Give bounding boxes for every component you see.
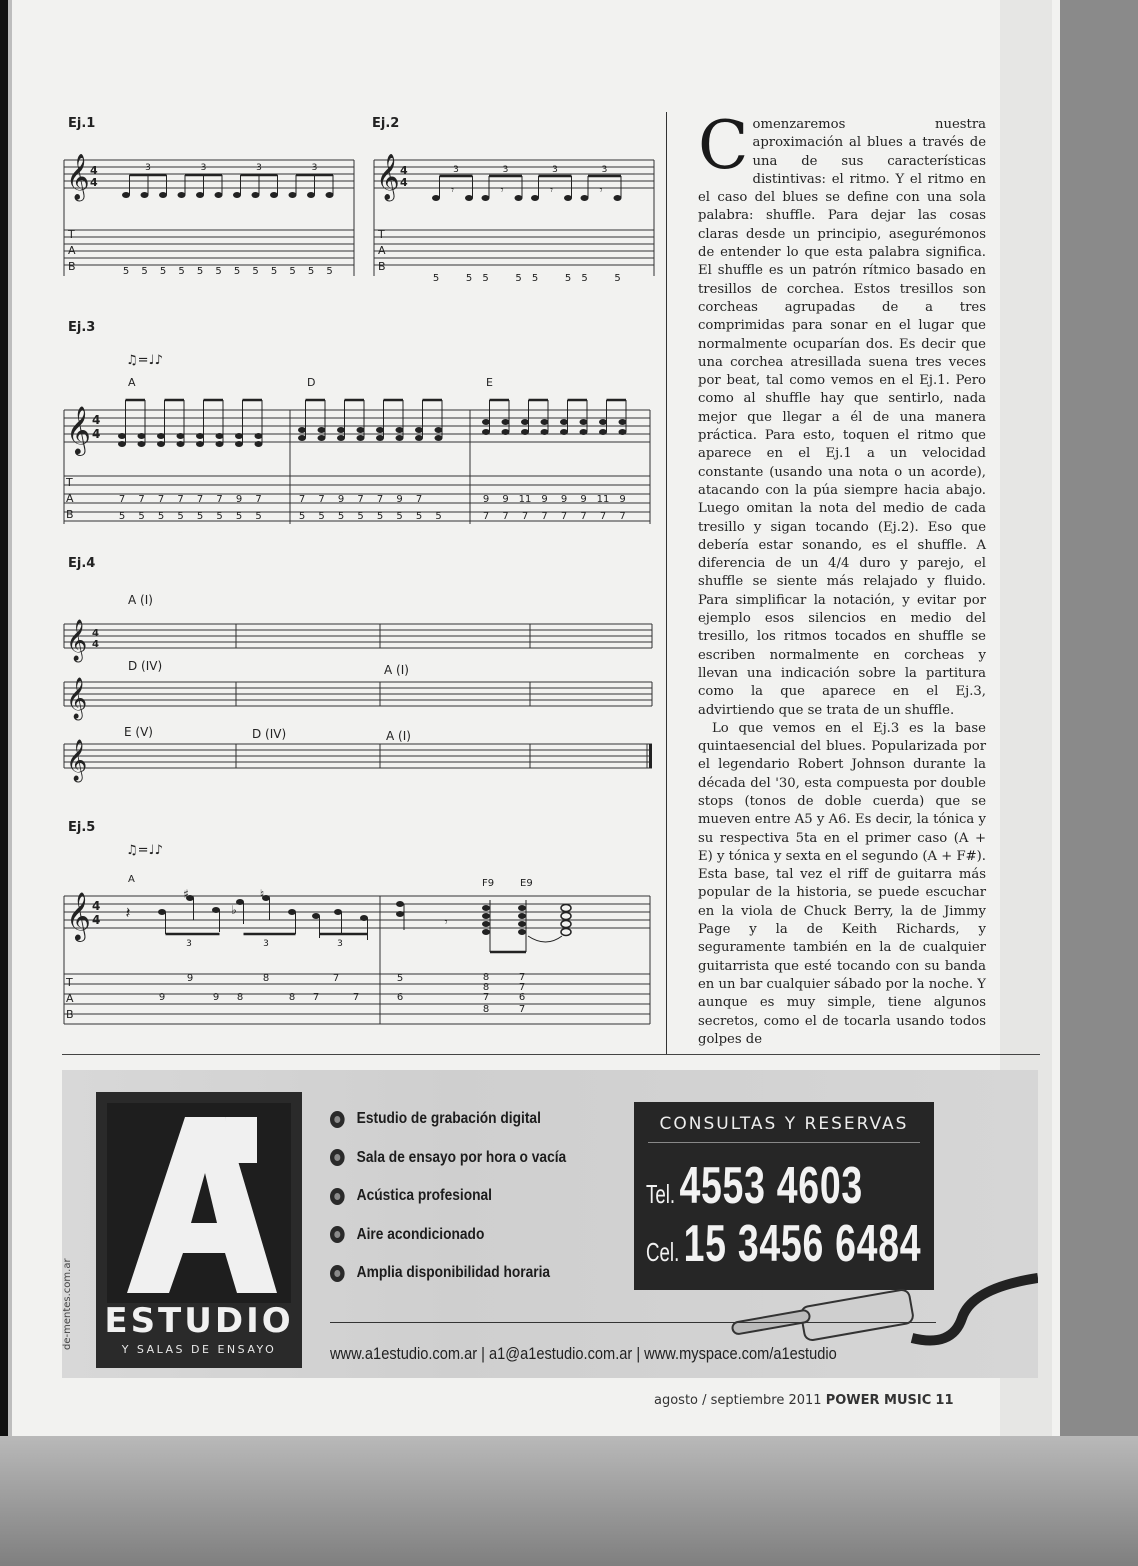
tab-letter: B xyxy=(68,260,76,273)
feature-item xyxy=(330,1254,566,1293)
ej1-notes xyxy=(122,163,334,277)
triplet-mark: 3 xyxy=(200,163,207,173)
triplet-mark: 3 xyxy=(256,163,262,173)
time-sig-bottom: 4 xyxy=(90,176,98,189)
note-head xyxy=(482,921,490,927)
note-head xyxy=(255,433,263,439)
tab-fret: 8 xyxy=(482,982,490,993)
tab-fret: 11 xyxy=(518,494,532,505)
note-head xyxy=(289,192,297,198)
feature-label: Amplia disponibilidad horaria xyxy=(356,1264,551,1282)
tab-fret: 8 xyxy=(482,1004,490,1015)
tel-number: 4553 4603 xyxy=(679,1157,863,1215)
tel-label: Tel. xyxy=(646,1179,676,1209)
ej5-chord-f9: F9 xyxy=(482,878,495,889)
tab-fret: 5 xyxy=(564,273,572,284)
note-head xyxy=(159,192,167,198)
time-sig-top: 4 xyxy=(92,628,99,639)
ej2-staff xyxy=(374,160,654,276)
time-sig-bottom: 4 xyxy=(400,176,408,189)
natural-icon: ♮ xyxy=(259,887,265,901)
note-head xyxy=(318,435,326,441)
tab-fret: 5 xyxy=(255,511,262,522)
tab-fret: 5 xyxy=(159,266,167,277)
treble-clef-icon: 𝄞 xyxy=(66,891,91,940)
studio-logo xyxy=(96,1092,302,1368)
note-head xyxy=(521,419,529,425)
note-head xyxy=(415,435,423,441)
note-head xyxy=(216,433,224,439)
paragraph-2: Lo que vemos en el Ej.3 es la base quintaesencial del blues. Popularizada por el legendario Robert Johnson durante la década del '30, esta compuesta por double stops (tonos de doble cuerda) que se mueven entre A5 y A6. Es decir, la tónica y su respectiva 5ta en el primer caso (A + E) y tónica y sexta en el segundo (A + F#). Esta base, tal vez el riff de guitarra más popular de la historia, se puede escuchar en la viola de Chuck Berry, la de Jimmy Page y la de Keith Richards, y seguramente también en la de cualquier guitarrista que esté tocando con su banda en un bar cualquier sábado por la noche. Y aunque es muy simple, tiene algunos secretos, como el de tocarla usando todos golpes de xyxy=(698,720,986,1047)
tab-fret: 7 xyxy=(255,494,262,505)
drop-cap: C xyxy=(698,107,749,184)
ej4-staff-3 xyxy=(64,744,652,768)
triplet-mark: 3 xyxy=(263,939,269,949)
tab-fret: 7 xyxy=(518,982,526,993)
triplet-mark: 3 xyxy=(601,165,608,175)
tab-fret: 5 xyxy=(138,511,145,522)
tab-fret: 8 xyxy=(288,992,296,1003)
feature-item xyxy=(330,1177,566,1216)
triplet-mark: 3 xyxy=(453,165,459,175)
tab-fret: 7 xyxy=(619,511,626,522)
note-head xyxy=(357,435,365,441)
tab-fret: 5 xyxy=(307,266,315,277)
triplet-mark: 3 xyxy=(311,163,318,173)
ej3-chord-a: A xyxy=(128,376,136,389)
note-head xyxy=(560,419,568,425)
ad-credit-text: de-mentes.com.ar xyxy=(62,1258,73,1350)
bullet-icon xyxy=(330,1265,345,1282)
tab-letter: T xyxy=(68,228,75,241)
time-sig-top: 4 xyxy=(92,899,101,913)
ej5-chord-a: A xyxy=(128,874,135,885)
note-head xyxy=(212,907,220,913)
note-head xyxy=(518,929,526,935)
flat-icon: ♭ xyxy=(231,903,237,917)
bullet-icon xyxy=(330,1188,345,1205)
tab-fret: 7 xyxy=(580,511,587,522)
ad-divider xyxy=(330,1322,936,1323)
note-head xyxy=(138,433,146,439)
tab-fret: 5 xyxy=(252,266,259,277)
advertisement xyxy=(62,1070,1038,1378)
note-head xyxy=(122,192,130,198)
tab-letter: T xyxy=(66,476,73,489)
note-head xyxy=(580,429,588,435)
contact-divider xyxy=(648,1142,920,1143)
triplet-mark: 3 xyxy=(502,165,509,175)
ej5-chord-e9: E9 xyxy=(520,878,533,889)
note-head xyxy=(518,913,526,919)
tab-fret: 5 xyxy=(337,511,345,522)
note-head xyxy=(357,427,365,433)
sharp-icon: ♯ xyxy=(183,887,189,901)
note-head xyxy=(435,435,443,441)
tab-fret: 5 xyxy=(376,511,384,522)
treble-clef-icon: 𝄞 xyxy=(66,620,88,661)
note-head xyxy=(255,441,263,447)
tab-fret: 5 xyxy=(614,273,621,284)
tab-fret: 7 xyxy=(482,511,490,522)
triplet-mark: 3 xyxy=(337,939,343,949)
note-head xyxy=(235,441,243,447)
note-head xyxy=(252,192,260,198)
tab-fret: 7 xyxy=(216,494,223,505)
note-head xyxy=(482,929,490,935)
feature-label: Estudio de grabación digital xyxy=(356,1110,541,1128)
tab-letter: T xyxy=(66,976,73,989)
triplet-mark: 3 xyxy=(186,939,192,949)
tab-fret: 11 xyxy=(596,494,610,505)
tab-fret: 7 xyxy=(118,494,126,505)
ej4-label: Ej.4 xyxy=(68,556,96,571)
note-head xyxy=(482,429,490,435)
note-head xyxy=(312,913,320,919)
tab-fret: 9 xyxy=(396,494,403,505)
tab-fret: 7 xyxy=(138,494,145,505)
ej3-staff xyxy=(64,410,650,524)
tab-fret: 7 xyxy=(157,494,165,505)
note-head xyxy=(318,427,326,433)
treble-clef-icon: 𝄞 xyxy=(66,678,88,719)
tab-fret: 5 xyxy=(270,266,278,277)
note-head xyxy=(396,901,404,907)
note-head xyxy=(138,441,146,447)
tab-fret: 5 xyxy=(196,511,204,522)
note-head xyxy=(196,192,204,198)
tab-fret: 5 xyxy=(122,266,130,277)
note-head xyxy=(334,909,342,915)
note-head xyxy=(396,435,404,441)
note-head xyxy=(518,905,526,911)
tab-fret: 5 xyxy=(118,511,126,522)
tel-line xyxy=(646,1156,863,1216)
ej3-chord-d: D xyxy=(307,376,316,389)
tab-fret: 5 xyxy=(318,511,325,522)
note-head xyxy=(502,419,510,425)
feature-label: Sala de ensayo por hora o vacía xyxy=(356,1148,567,1166)
tab-fret: 7 xyxy=(560,511,568,522)
tab-fret: 9 xyxy=(158,992,166,1003)
note-head xyxy=(158,909,166,915)
ej4-chord: A (I) xyxy=(128,593,153,607)
contact-title: CONSULTAS Y RESERVAS xyxy=(659,1114,909,1134)
tab-fret: 7 xyxy=(196,494,204,505)
bullet-icon xyxy=(330,1149,345,1166)
note-head xyxy=(157,441,165,447)
tab-fret: 5 xyxy=(216,511,223,522)
note-head xyxy=(215,192,223,198)
logo-name: ESTUDIO xyxy=(104,1301,294,1341)
tab-fret: 9 xyxy=(502,494,509,505)
ej5-staff xyxy=(64,896,650,1024)
note-head xyxy=(435,427,443,433)
note-head xyxy=(288,909,296,915)
note-head xyxy=(396,911,404,917)
tab-fret: 9 xyxy=(482,494,490,505)
feature-list xyxy=(330,1100,605,1293)
treble-clef-icon: 𝄞 xyxy=(66,740,88,781)
ej4-staff-2 xyxy=(64,682,652,706)
tab-fret: 5 xyxy=(196,266,204,277)
tab-fret: 5 xyxy=(432,273,440,284)
tab-fret: 5 xyxy=(141,266,148,277)
page-number: 11 xyxy=(935,1393,954,1408)
tab-fret: 7 xyxy=(541,511,548,522)
ej2-notes xyxy=(432,165,622,284)
triplet-mark: 3 xyxy=(145,163,151,173)
treble-clef-icon: 𝄞 xyxy=(66,154,90,200)
tab-fret: 5 xyxy=(177,511,184,522)
note-head xyxy=(560,429,568,435)
tab-letter: B xyxy=(66,1008,74,1021)
feature-item xyxy=(330,1100,566,1139)
feature-item xyxy=(330,1216,566,1255)
ej4-staff-1 xyxy=(64,624,652,648)
note-head xyxy=(376,435,384,441)
tab-fret: 8 xyxy=(236,992,244,1003)
note-head xyxy=(599,429,607,435)
note-head xyxy=(432,195,440,201)
tab-fret: 7 xyxy=(376,494,384,505)
note-head xyxy=(337,435,345,441)
tab-fret: 9 xyxy=(212,992,220,1003)
ej1-staff xyxy=(64,160,354,276)
time-sig-top: 4 xyxy=(90,164,98,177)
tab-letter: B xyxy=(66,508,74,521)
ad-web-line: www.a1estudio.com.ar | a1@a1estudio.com.ar | www.myspace.com/a1estudio xyxy=(330,1344,837,1363)
note-head xyxy=(482,905,490,911)
note-head xyxy=(157,433,165,439)
note-head xyxy=(196,441,204,447)
time-sig-bottom: 4 xyxy=(92,913,101,927)
note-head xyxy=(581,195,589,201)
tab-letter: A xyxy=(378,244,386,257)
rest-icon: 𝄾 xyxy=(500,183,504,197)
tab-fret: 5 xyxy=(178,266,185,277)
note-head xyxy=(515,195,523,201)
note-head xyxy=(561,921,571,928)
note-head xyxy=(482,195,490,201)
bullet-icon xyxy=(330,1226,345,1243)
tab-letter: A xyxy=(66,992,74,1005)
rest-icon: 𝄾 xyxy=(450,183,455,197)
tab-fret: 7 xyxy=(482,992,490,1003)
tab-fret: 7 xyxy=(298,494,306,505)
tab-fret: 5 xyxy=(298,511,306,522)
note-head xyxy=(178,192,186,198)
ej4-chord: E (V) xyxy=(124,725,153,739)
tab-fret: 9 xyxy=(235,494,243,505)
tab-fret: 7 xyxy=(415,494,423,505)
tab-fret: 5 xyxy=(215,266,222,277)
note-head xyxy=(216,441,224,447)
ej4-chord: D (IV) xyxy=(128,659,163,673)
tab-letter: A xyxy=(66,492,74,505)
note-head xyxy=(619,419,627,425)
tab-fret: 5 xyxy=(357,511,364,522)
treble-clef-icon: 𝄞 xyxy=(66,405,91,454)
tab-fret: 9 xyxy=(186,973,194,984)
tab-fret: 9 xyxy=(619,494,626,505)
ej2-label: Ej.2 xyxy=(372,116,400,131)
note-head xyxy=(177,441,185,447)
shuffle-indication-icon: ♫=♩♪ xyxy=(126,843,163,858)
article-text xyxy=(698,107,986,1049)
note-head xyxy=(561,913,571,920)
note-head xyxy=(580,419,588,425)
tie-arc xyxy=(528,936,562,942)
note-head xyxy=(396,427,404,433)
note-head xyxy=(236,899,244,905)
paragraph-1: omenzaremos nuestra aproximación al blues a través de una de sus características distintivas: el ritmo. Y el ritmo en el caso del blues se define con una sola palabra: shuffle. Para dejar las cosas claras desde un principio, asegurémonos de entender lo que esta palabra significa. El shuffle es un patrón rítmico basado en tresillos de corchea. Estos tresillos son corcheas agrupadas de a tres comprimidas para sonar en el lugar que normalmente ocuparían dos. Es decir que una corchea atresillada suena tres veces por beat, tal como vemos en el Ej.1. Pero como al shuffle hay que sentirlo, nada mejor que llegar a él de una manera práctica. Para esto, toquen el ritmo que aparece en el Ej.1 a un velocidad constante (usando una nota o un acorde), atacando con la púa siempre hacia abajo. Luego omitan la nota del medio de cada tresillo y sigan tocando (Ej.2). Eso que debería estar sonando, es el shuffle. A diferencia de un 4/4 duro y parejo, el shuffle se siente más relajado y fluido. Para simplificar la notación, y evitar por ejemplo esos silencios en medio del tresillo, los ritmos tocados en shuffle se escriben normalmente en corcheas y llevan una indicación sobre la partitura como la que aparece en el Ej.3, advirtiendo que se trata de un shuffle. xyxy=(698,117,986,718)
tab-fret: 5 xyxy=(396,511,403,522)
tab-fret: 7 xyxy=(352,992,360,1003)
tab-fret: 7 xyxy=(318,494,325,505)
scan-background xyxy=(0,1436,1138,1566)
note-head xyxy=(360,915,368,921)
tab-fret: 7 xyxy=(357,494,364,505)
tab-fret: 7 xyxy=(518,1004,526,1015)
tab-fret: 5 xyxy=(581,273,588,284)
note-head xyxy=(118,441,126,447)
tab-fret: 5 xyxy=(482,273,489,284)
note-head xyxy=(599,419,607,425)
tab-fret: 5 xyxy=(326,266,333,277)
time-sig-bottom: 4 xyxy=(92,427,101,441)
note-head xyxy=(502,429,510,435)
ej3-label: Ej.3 xyxy=(68,320,96,335)
note-head xyxy=(270,192,278,198)
rest-icon: 𝄾 xyxy=(599,183,603,197)
note-head xyxy=(482,419,490,425)
logo-mark xyxy=(107,1103,291,1303)
tab-letter: T xyxy=(378,228,385,241)
tab-letter: A xyxy=(68,244,76,257)
music-notation xyxy=(0,0,660,1060)
a1-logo-icon xyxy=(107,1103,291,1303)
note-head xyxy=(614,195,622,201)
tab-fret: 5 xyxy=(465,273,473,284)
tab-fret: 7 xyxy=(312,992,320,1003)
tab-fret: 7 xyxy=(177,494,184,505)
note-head xyxy=(561,929,571,936)
note-head xyxy=(561,905,571,912)
ej4-chord: D (IV) xyxy=(252,727,287,741)
tab-fret: 9 xyxy=(541,494,548,505)
rest-icon: 𝄾 xyxy=(549,183,554,197)
note-head xyxy=(233,192,241,198)
feature-label: Acústica profesional xyxy=(356,1187,493,1205)
tab-fret: 6 xyxy=(518,992,526,1003)
note-head xyxy=(541,429,549,435)
tab-fret: 5 xyxy=(396,973,404,984)
ej4-chord: A (I) xyxy=(386,729,411,743)
note-head xyxy=(326,192,334,198)
time-sig-top: 4 xyxy=(92,413,101,427)
tab-fret: 8 xyxy=(482,972,490,983)
tab-fret: 7 xyxy=(599,511,607,522)
feature-item xyxy=(330,1139,566,1178)
tab-fret: 5 xyxy=(531,273,539,284)
tab-fret: 5 xyxy=(435,511,442,522)
time-sig-top: 4 xyxy=(400,164,408,177)
tab-fret: 8 xyxy=(262,973,270,984)
note-head xyxy=(118,433,126,439)
note-head xyxy=(307,192,315,198)
footer-date: agosto / septiembre 2011 xyxy=(654,1393,822,1408)
note-head xyxy=(531,195,539,201)
tab-fret: 9 xyxy=(560,494,568,505)
note-head xyxy=(541,419,549,425)
logo-subtitle: Y SALAS DE ENSAYO xyxy=(121,1343,277,1356)
shuffle-indication-icon: ♫=♩♪ xyxy=(126,353,163,368)
tab-fret: 9 xyxy=(580,494,587,505)
cel-label: Cel. xyxy=(646,1237,680,1267)
ad-credit xyxy=(60,1100,76,1350)
tab-fret: 9 xyxy=(337,494,345,505)
note-head xyxy=(235,433,243,439)
bullet-icon xyxy=(330,1111,345,1128)
cel-number: 15 3456 6484 xyxy=(683,1215,922,1273)
tab-fret: 5 xyxy=(157,511,165,522)
note-head xyxy=(298,427,306,433)
note-head xyxy=(619,429,627,435)
tab-fret: 5 xyxy=(515,273,522,284)
page-footer xyxy=(654,1393,954,1408)
note-head xyxy=(298,435,306,441)
note-head xyxy=(141,192,149,198)
note-head xyxy=(518,921,526,927)
tab-fret: 5 xyxy=(415,511,423,522)
tab-fret: 5 xyxy=(233,266,241,277)
triplet-mark: 3 xyxy=(552,165,558,175)
rest-icon: 𝄽 xyxy=(125,903,131,922)
feature-label: Aire acondicionado xyxy=(356,1225,485,1243)
tab-fret: 7 xyxy=(332,973,340,984)
note-head xyxy=(482,913,490,919)
note-head xyxy=(564,195,572,201)
footer-magazine: POWER MUSIC xyxy=(825,1393,932,1408)
ej5-label: Ej.5 xyxy=(68,820,96,835)
ej1-label: Ej.1 xyxy=(68,116,96,131)
ej4-chord: A (I) xyxy=(384,663,409,677)
tab-fret: 5 xyxy=(235,511,243,522)
tab-fret: 7 xyxy=(521,511,529,522)
time-sig-bottom: 4 xyxy=(92,639,99,650)
tab-fret: 6 xyxy=(396,992,404,1003)
tab-letter: B xyxy=(378,260,386,273)
note-head xyxy=(196,433,204,439)
ej5-notes xyxy=(126,887,571,1015)
note-head xyxy=(465,195,473,201)
section-divider xyxy=(62,1054,1040,1055)
rest-icon: 𝄾 xyxy=(444,915,448,929)
ej3-chord-e: E xyxy=(486,376,493,389)
note-head xyxy=(415,427,423,433)
tab-fret: 7 xyxy=(518,972,526,983)
note-head xyxy=(177,433,185,439)
note-head xyxy=(337,427,345,433)
treble-clef-icon: 𝄞 xyxy=(376,154,400,200)
note-head xyxy=(376,427,384,433)
tab-fret: 5 xyxy=(289,266,296,277)
note-head xyxy=(521,429,529,435)
column-divider xyxy=(666,112,667,1054)
tab-fret: 7 xyxy=(502,511,509,522)
